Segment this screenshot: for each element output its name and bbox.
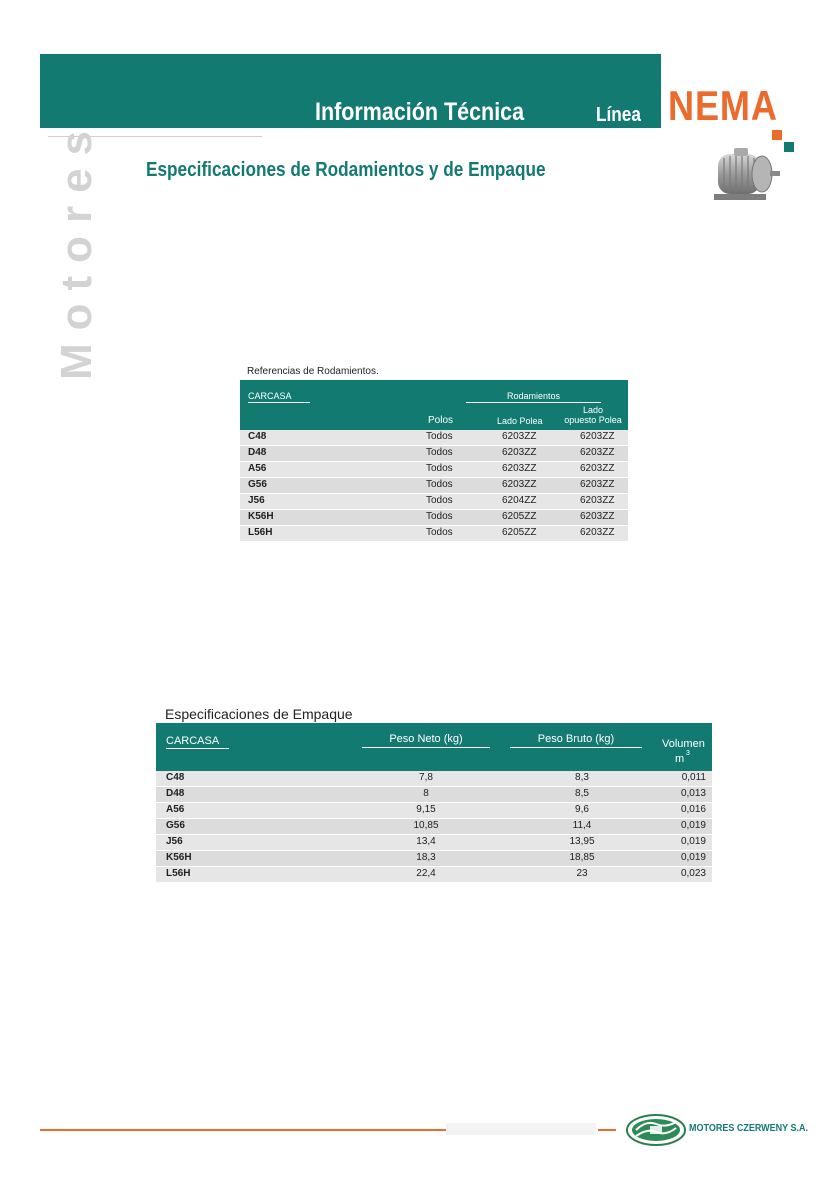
- header-carcasa: CARCASA: [166, 735, 229, 749]
- teal-square-decoration: [784, 142, 794, 152]
- cell-lado-opuesto: 6203ZZ: [580, 463, 615, 474]
- packaging-table-header: [156, 723, 712, 771]
- cell-lado-opuesto: 6203ZZ: [580, 447, 615, 458]
- table-row: [156, 771, 712, 787]
- cell-lado-polea: 6203ZZ: [502, 447, 537, 458]
- header-rodamientos: Rodamientos: [466, 391, 601, 403]
- header-peso-bruto: Peso Bruto (kg): [510, 733, 642, 748]
- cell-carcasa: A56: [166, 804, 185, 815]
- table-row: [156, 803, 712, 819]
- cell-lado-polea: 6203ZZ: [502, 431, 537, 442]
- table-row: [240, 526, 628, 542]
- cell-polos: Todos: [426, 511, 453, 522]
- cell-carcasa: J56: [166, 836, 183, 847]
- nema-brand: NEMA: [668, 82, 778, 129]
- table-row: [156, 851, 712, 867]
- cell-volumen: 0,013: [680, 788, 706, 799]
- section-title: Especificaciones de Rodamientos y de Empaque: [146, 159, 546, 181]
- cell-lado-polea: 6205ZZ: [502, 527, 537, 538]
- cell-carcasa: J56: [248, 495, 265, 506]
- bearings-table-body: [240, 430, 628, 542]
- packaging-table: [156, 723, 712, 883]
- cell-carcasa: G56: [166, 820, 185, 831]
- table-row: [240, 462, 628, 478]
- cell-polos: Todos: [426, 463, 453, 474]
- cell-carcasa: D48: [248, 447, 267, 458]
- cell-carcasa: K56H: [248, 511, 274, 522]
- cell-lado-polea: 6205ZZ: [502, 511, 537, 522]
- table-row: [156, 867, 712, 883]
- cell-carcasa: C48: [248, 431, 267, 442]
- cell-volumen: 0,019: [680, 852, 706, 863]
- cell-carcasa: G56: [248, 479, 267, 490]
- cell-volumen: 0,016: [680, 804, 706, 815]
- cell-lado-opuesto: 6203ZZ: [580, 479, 615, 490]
- bearings-table-caption: Referencias de Rodamientos.: [247, 366, 379, 377]
- bearings-table: [240, 380, 628, 542]
- header-lado-polea: Lado Polea: [497, 416, 543, 426]
- table-row: [240, 510, 628, 526]
- cell-lado-opuesto: 6203ZZ: [580, 511, 615, 522]
- footer-rule: [40, 1129, 446, 1131]
- electric-motor-image: [704, 146, 784, 210]
- cell-peso-bruto: 13,95: [569, 836, 595, 847]
- cell-lado-opuesto: 6203ZZ: [580, 495, 615, 506]
- cell-carcasa: K56H: [166, 852, 192, 863]
- cell-carcasa: C48: [166, 772, 185, 783]
- cell-peso-bruto: 11,4: [572, 820, 592, 831]
- cell-polos: Todos: [426, 495, 453, 506]
- cell-peso-bruto: 18,85: [569, 852, 595, 863]
- cell-peso-bruto: 23: [576, 868, 588, 879]
- cell-peso-neto: 7,8: [419, 772, 433, 783]
- cell-peso-neto: 22,4: [416, 868, 436, 879]
- cell-volumen: 0,019: [680, 820, 706, 831]
- table-row: [240, 494, 628, 510]
- cell-lado-polea: 6203ZZ: [502, 463, 537, 474]
- table-row: [240, 430, 628, 446]
- cell-peso-bruto: 8,3: [575, 772, 589, 783]
- cell-peso-neto: 10,85: [413, 820, 439, 831]
- czerweny-logo-icon: [626, 1114, 686, 1146]
- orange-square-decoration: [772, 130, 782, 140]
- header-volumen: Volumen: [662, 738, 705, 750]
- header-volumen-exponent: 3: [686, 750, 690, 757]
- page-title: Información Técnica: [315, 98, 525, 126]
- header-peso-neto: Peso Neto (kg): [362, 733, 490, 748]
- table-row: [240, 446, 628, 462]
- footer-rule-end: [598, 1129, 616, 1131]
- cell-peso-neto: 8: [423, 788, 429, 799]
- cell-lado-opuesto: 6203ZZ: [580, 527, 615, 538]
- cell-polos: Todos: [426, 479, 453, 490]
- cell-carcasa: A56: [248, 463, 267, 474]
- table-row: [156, 787, 712, 803]
- cell-polos: Todos: [426, 431, 453, 442]
- cell-peso-neto: 13,4: [416, 836, 436, 847]
- bearings-table-header: [240, 380, 628, 430]
- table-row: [156, 835, 712, 851]
- packaging-table-caption: Especificaciones de Empaque: [165, 706, 353, 722]
- linea-label: Línea: [596, 104, 641, 126]
- packaging-table-body: [156, 771, 712, 883]
- header-lado-opuesto-line1: Lado: [582, 405, 604, 415]
- footer-gap: [446, 1123, 596, 1135]
- cell-lado-polea: 6204ZZ: [502, 495, 537, 506]
- motores-side-word: Motores: [52, 117, 101, 380]
- cell-lado-opuesto: 6203ZZ: [580, 431, 615, 442]
- cell-carcasa: L56H: [166, 868, 191, 879]
- table-row: [156, 819, 712, 835]
- cell-peso-bruto: 8,5: [575, 788, 589, 799]
- cell-volumen: 0,019: [680, 836, 706, 847]
- cell-carcasa: D48: [166, 788, 185, 799]
- table-row: [240, 478, 628, 494]
- cell-peso-bruto: 9,6: [575, 804, 589, 815]
- cell-polos: Todos: [426, 447, 453, 458]
- header-carcasa: CARCASA: [248, 391, 310, 403]
- cell-lado-polea: 6203ZZ: [502, 479, 537, 490]
- header-volumen-unit: m: [675, 753, 685, 765]
- cell-carcasa: L56H: [248, 527, 273, 538]
- header-polos: Polos: [428, 415, 454, 426]
- cell-volumen: 0,011: [681, 772, 706, 783]
- cell-polos: Todos: [426, 527, 453, 538]
- cell-peso-neto: 18,3: [416, 852, 436, 863]
- cell-peso-neto: 9,15: [416, 804, 436, 815]
- header-lado-opuesto-line2: opuesto Polea: [564, 415, 622, 425]
- cell-volumen: 0,023: [680, 868, 706, 879]
- company-name: MOTORES CZERWENY S.A.: [689, 1123, 809, 1134]
